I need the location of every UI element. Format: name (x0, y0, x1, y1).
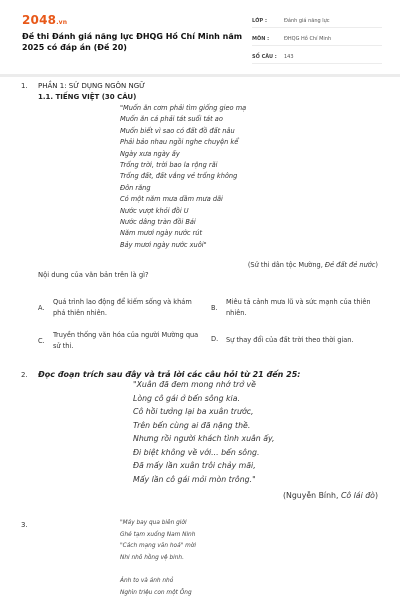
option-letter: A. (38, 304, 45, 312)
poem-line: Nghìn triệu con một Ông (120, 589, 192, 596)
meta-question-count (252, 50, 382, 64)
poem-line: Nước vượt khỏi đồi U (120, 206, 189, 215)
page-title: Đề thi Đánh giá năng lực ĐHQG Hồ Chí Minh năm 2025 có đáp án (Đề 20) (22, 32, 243, 52)
poem-line: Đi biệt không về với... bến sông. (133, 447, 260, 457)
meta-value: Đánh giá năng lực (284, 17, 330, 24)
meta-subject (252, 32, 382, 46)
source-suffix: ) (375, 261, 378, 269)
poem-source (283, 491, 378, 500)
poem-source (248, 261, 378, 269)
poem-line: Ngày xưa ngày ấy (120, 149, 180, 158)
header-divider (0, 74, 400, 77)
poem-line: "Máy bay qua biên giới (120, 520, 187, 526)
exam-meta (252, 14, 382, 68)
poem-line: Nhưng rồi người khách tình xuân ấy, (133, 434, 275, 443)
poem-line: Năm mươi ngày nước rút (120, 229, 203, 238)
poem-line: Cô hồi tưởng lại ba xuân trước, (133, 407, 254, 416)
question-number: 3. (21, 521, 28, 529)
source-suffix: ) (374, 491, 378, 500)
meta-key: MÔN : (252, 35, 270, 42)
poem-line: Muốn biết vì sao có đất đồ đất nâu (120, 126, 235, 135)
option-text: Sự thay đổi của đất trời theo thời gian. (226, 336, 354, 344)
document-header (0, 0, 400, 68)
poem-line: Muốn ăn cá phải tát suối tát ao (120, 115, 223, 124)
logo-text: 2048 (22, 13, 57, 27)
poem-line (120, 566, 196, 578)
question-text: Nội dung của văn bản trên là gì? (38, 271, 149, 279)
poem-line: "Muốn ăn cơm phải tìm giống gieo mạ (120, 104, 247, 112)
poem-passage (120, 520, 196, 601)
source-title: Đẻ đất đẻ nước (324, 261, 376, 269)
poem-passage (120, 104, 246, 252)
poem-line: Bảy mươi ngày nước xuôi" (120, 240, 207, 249)
option-letter: D. (211, 335, 219, 343)
option-text: Quá trình lao động để kiếm sống và khám phá thiên nhiên. (53, 298, 192, 317)
logo-suffix: .vn (56, 19, 68, 26)
meta-class (252, 14, 382, 28)
source-prefix: (Nguyễn Bính, (282, 491, 341, 500)
poem-line: Lòng cô gái ở bến sông kia. (133, 393, 240, 403)
poem-line: Đôn răng (120, 183, 151, 192)
meta-key: SỐ CÂU : (252, 53, 277, 60)
source-prefix: (Sử thi dân tộc Mường, (247, 261, 325, 269)
option-text: Miêu tả cảnh mưa lũ và sức mạnh của thiên nhiên. (226, 298, 371, 317)
site-logo[interactable] (22, 13, 67, 27)
poem-line: Phải bảo nhau ngồi nghe chuyện kể (120, 138, 239, 147)
poem-line: Ánh to và ảnh nhỏ (120, 577, 174, 584)
option-letter: B. (211, 304, 218, 312)
poem-line: Đã mấy lần xuân trôi chảy mãi, (133, 461, 256, 470)
part-title: PHẦN 1: SỬ DỤNG NGÔN NGỮ (38, 82, 146, 90)
option-text: Truyền thống văn hóa của người Mường qua sử thi. (53, 331, 199, 350)
poem-line: Nước dâng tràn đồi Bái (120, 217, 196, 226)
meta-value: ĐHQG Hồ Chí Minh (284, 35, 332, 42)
poem-line: "Cách mạng văn hoá" mời (120, 543, 196, 550)
question-number: 2. (21, 371, 28, 379)
poem-line: Trên bến cùng ai đã nặng thề. (133, 420, 251, 430)
poem-line: Mấy lần cô gái mỏi mòn trông." (133, 474, 256, 484)
poem-line: Trống trời, trời bao la rộng rãi (120, 160, 218, 169)
meta-value: 143 (284, 53, 294, 60)
poem-line: Nhi nhô hồng vệ binh. (120, 554, 184, 561)
source-title: Cô lái đò (340, 491, 375, 500)
question-number: 1. (21, 82, 28, 90)
subpart-title: 1.1. TIẾNG VIỆT (30 CÂU) (38, 93, 137, 101)
option-letter: C. (38, 337, 45, 345)
poem-line: "Xuân đã đem mong nhớ trở về (133, 380, 256, 389)
poem-line: Trống đất, đất vắng vẻ trống không (120, 172, 238, 181)
poem-line: Có một năm mưa dầm mưa dãi (120, 195, 223, 204)
poem-line: Ghé tạm xuống Nam Ninh (120, 531, 196, 538)
question-instruction: Đọc đoạn trích sau đây và trả lời các câu hỏi từ 21 đến 25: (38, 370, 301, 379)
meta-key: LỚP : (252, 17, 267, 24)
poem-passage (133, 380, 275, 488)
